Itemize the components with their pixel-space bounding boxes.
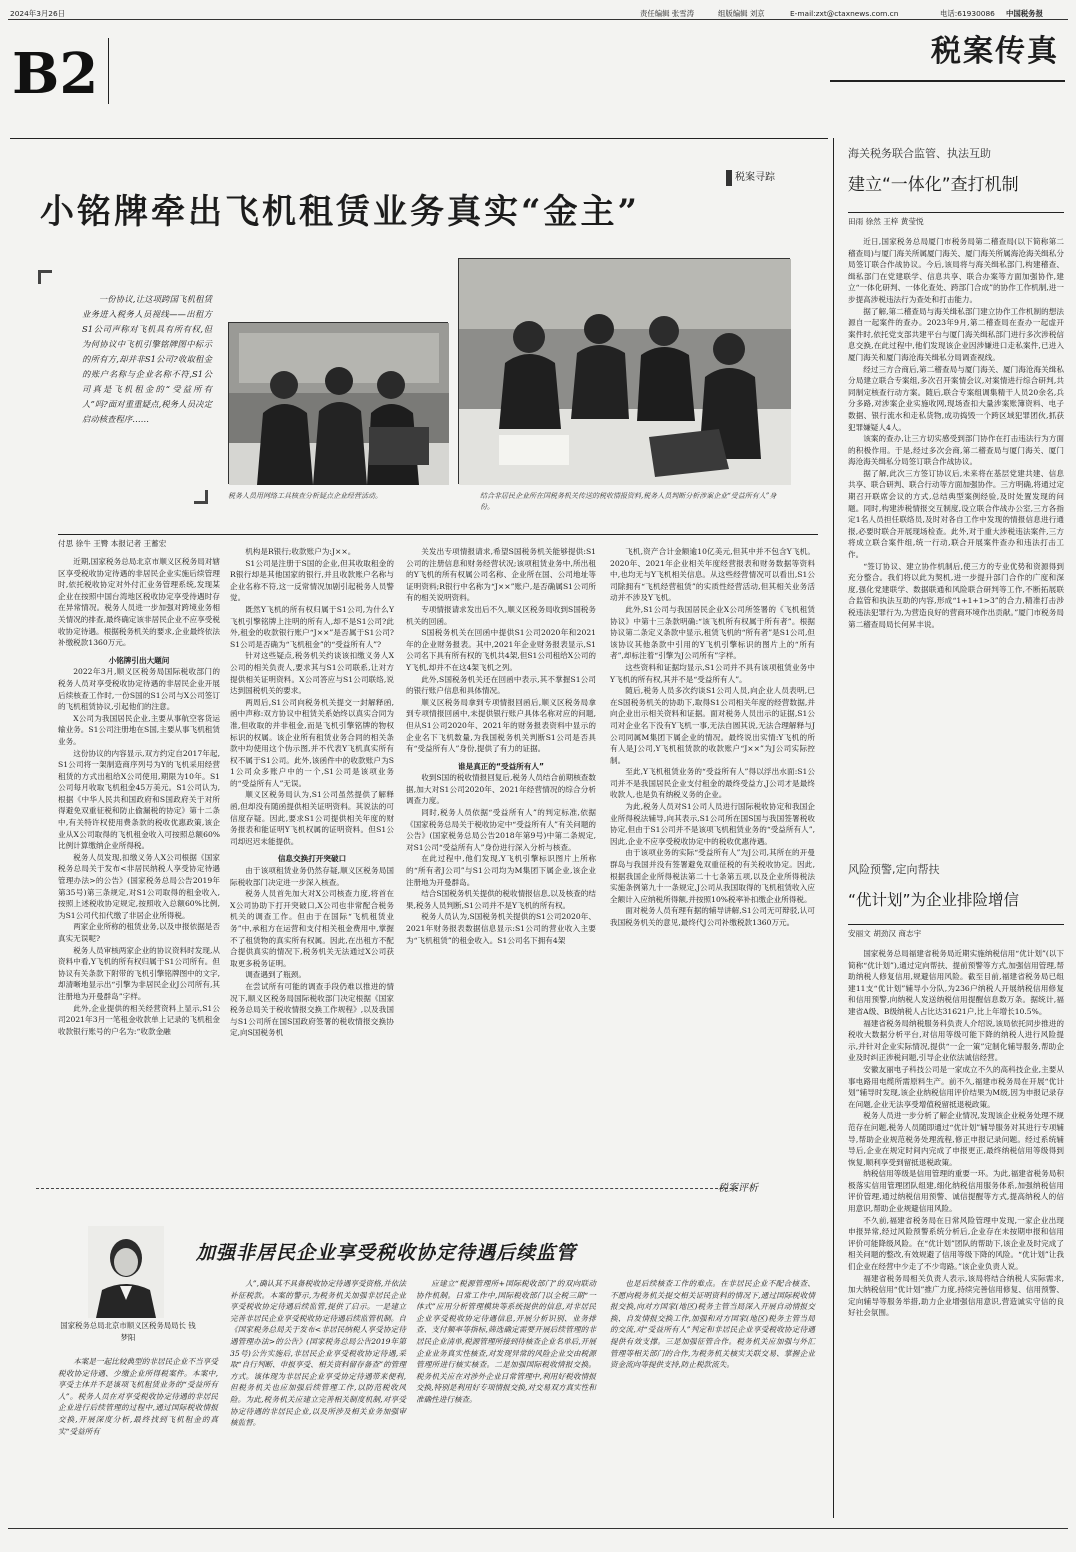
- editorial-author: 国家税务总局北京市顺义区税务局局长 钱梦阳: [60, 1321, 196, 1342]
- paragraph: 税务人员认为,S国税务机关提供的S1公司2020年、2021年财务报表数据信息显示:S1公司的营业收入主要为“飞机租赁”的租金收入。S1公司名下拥有4架: [406, 912, 596, 945]
- paper-name: 中国税务报: [1006, 9, 1043, 18]
- paragraph: 税务人员发现,扣缴义务人X公司根据《国家税务总局关于发布<非居民纳税人享受协定待遇管理办法>的公告》(国家税务总局公告2019年第35号)第三条规定,对S1公司取得的租金收入,按照上述税收协定规定,按照收入总额60%比例,为S1公司代扣代缴了非居企业所得税。: [58, 852, 220, 920]
- paragraph: 顺义区税务局拿到专项情报回函后,顺义区税务局拿到专项情报回函中,未提供银行账户具体名称对应的问题,但从S1公司2020年、2021年的财务报表资料中显示的企业名下飞机数量,为我国税务机关判断S1公司是否具有“受益所有人”身份,提供了有力的证据。: [406, 697, 596, 754]
- paragraph: 这份协议的内容显示,双方约定自2017年起,S1公司将一架制造商序列号为Y的飞机采用经营租赁的方式出租给X公司使用,期限为10年。S1公司每月收取飞机租金45万美元。S1公司认为,根据《中华人民共和国政府和S国政府关于对所得避免双重征税和防止偷漏税的协定》第十二条中,有关特许权使用费条款的税收优惠政策,该企业从X公司取得的飞机租金收入可按照总额60%比例计算缴纳企业所得税。: [58, 748, 220, 851]
- author-portrait: [88, 1226, 164, 1318]
- paragraph: 为此,税务人员对S1公司人员进行国际税收协定和我国企业所得税法辅导,向其表示,S1公司所在国S国与我国签署税收协定,但由于S1公司并不是该项飞机租赁业务的“受益所有人”,因此,企业不应享受税收协定中的税收优惠待遇。: [610, 802, 815, 846]
- paragraph: 两家企业所称的租赁业务,以及申报依据是否真实无误呢?: [58, 922, 220, 943]
- side1-kicker: 海关税务联合监管、执法互助: [848, 147, 991, 160]
- side2-byline: 安丽文 胡劲汉 商志宇: [848, 929, 922, 938]
- paragraph: 面对税务人员有理有据的辅导讲解,S1公司无可辩驳,认可我国税务机关的意见,最终代J公司补缴税款1360万元。: [610, 906, 815, 927]
- b2-divider: [108, 38, 109, 104]
- subheading: 信息交换打开突破口: [277, 854, 347, 864]
- main-tag: 税案寻踪: [726, 170, 796, 186]
- paragraph: 此外,企业提供的相关经营资料上显示,S1公司2021年3月一笔租金收款单上记录的飞机租金收款银行账号的户名为:“收款金融: [58, 1003, 220, 1036]
- paragraph: 也是后续核查工作的难点。在非居民企业不配合核查、不愿向税务机关提交相关证明资料的情况下,通过国际税收情报交换,向对方国家(地区)税务主管当局深入开展自动情报交换、自发情报交换工作,加强和对方国家(地区)税务主管当局的交流,对“受益所有人”判定和非居民企业享受税收协定待遇提供有效支撑。三是加强征管合作。税务机关应加强与外汇管理等相关部门的合作,为税务机关核实关联交易、掌握企业资金流向等提供支持,防止税款流失。: [610, 1279, 815, 1370]
- paragraph: 关发出专项情报请求,希望S国税务机关能够提供:S1公司的注册信息和财务经营状况;该项租赁业务中,所出租的Y飞机的所有权属公司名称、企业所在国、公司地址等证明资料;R银行中名称为“J××”账户,是否确属S1公司所有的相关说明资料。: [406, 547, 596, 603]
- paragraph: X公司为我国居民企业,主要从事航空客货运输业务。S1公司注册地在S国,主要从事飞机租赁业务。: [58, 713, 220, 746]
- paragraph: 国家税务总局福建省税务局近期实施纳税信用“优计划”(以下简称“优计划”),通过定向帮扶、提前预警等方式,加强信用管理,帮助纳税人修复信用,规避信用风险。截至目前,福建省税务局已组建11支“优计划”辅导小分队,为236户纳税人开展纳税信用修复和信用预警,向纳税人发送纳税信用提醒信息数万条。据统计,福建省A级、B级纳税人占比达31621户,比上年增长10.5%。: [848, 949, 1064, 1016]
- paragraph: 收到S国的税收情报回复后,税务人员结合前期核查数据,加大对S1公司2020年、2021年经营情况的综合分析调查力度。: [406, 773, 596, 806]
- paragraph: 2022年3月,顺义区税务局国际税收部门的税务人员对享受税收协定待遇的非居民企业开展后续核查工作时,一份S国的S1公司与X公司签订的飞机租赁协议,引起他们的注意。: [58, 667, 220, 712]
- paragraph: 人”,确认其不具备税收协定待遇享受资格,并依法补征税款。本案的警示,为税务机关加强非居民企业享受税收协定待遇后续监管,提供了启示。一是建立完善非居民企业享受税收协定待遇后续监管机制。自《国家税务总局关于发布<非居民纳税人享受协定待遇管理办法>的公告》(国家税务总局公告2019年第35号)公告实施后,非居民企业享受税收协定待遇,采取“自行判断、申报享受、相关资料留存备查”的管理方式。该体现为非居民企业享受协定待遇带来便利,但税务机关也应加强后续管理工作,以防范税收风险。为此,税务机关应建立完善相关制度机制,对享受协定待遇的非居民企业,以及所涉及相关业务加强审核监督。: [230, 1279, 406, 1428]
- editorial-column-2: [230, 1278, 406, 1506]
- subheading: 谁是真正的“受益所有人”: [458, 761, 544, 771]
- photo-caption-2: 结合非居民企业所在国税务机关传送的税收情报资料,税务人员判断分析涉案企业“受益所有人”身份。: [480, 492, 777, 511]
- paragraph: 此外,S1公司与我国居民企业X公司所签署的《飞机租赁协议》中第十三条款明确:“该飞机所有权属于所有者”。根据协议第二条定义条款中显示,租赁飞机的“所有者”是S1公司,但该协议其他条款中引用的Y飞机引擎标识的图片上的“所有者”,却标注着“引擎为J公司所有”字样。: [610, 604, 815, 661]
- paragraph: 纳税信用等级是信用管理的重要一环。为此,福建省税务局积极落实信用管理团队组建,细化纳税信用服务体系,加强纳税信用评价管理,通过纳税信用预警、诚信提醒等方式,提高纳税人的信用意识,帮助企业规避信用风险。: [848, 1169, 1064, 1214]
- paragraph: 顺义区税务局认为,S1公司虽然提供了解释函,但却没有随函提供相关证明资料。其说法的可信度存疑。因此,要求S1公司提供相关年度的财务报表和能证明Y飞机权属的证明资料。但S1公司却迟迟未能提供。: [230, 790, 394, 846]
- editorial-column-4: [610, 1278, 815, 1506]
- main-column-3: [406, 546, 596, 966]
- paragraph: “签订协议、建立协作机制后,使三方的专业优势和资源得到充分整合。我们将以此为契机,进一步提升部门合作的广度和深度,强化党建联学、数据联通和风险联合研判等工作,不断拓展联合监管和执法互助的内容,形成“1+1+1>3”的合力,精准打击涉税违法犯罪行为,为营造良好的营商环境作出贡献。”厦门市税务局第二稽查局局长何昇丰说。: [848, 561, 1064, 629]
- side1-headline: 建立“一体化”查打机制: [848, 175, 1019, 195]
- paragraph: 机构是R银行;收款账户为:J××。: [245, 547, 356, 556]
- paragraph: 调查遇到了瓶颈。: [245, 970, 306, 980]
- paragraph: 在尝试所有可能的调查手段仍难以推进的情况下,顺义区税务局国际税收部门决定根据《国家税务总局关于税收情报交换工作规程》,以及我国与S1公司所在国S国政府签署的税收情报交换协定,向S国税务机: [230, 981, 394, 1038]
- paragraph: 至此,Y飞机租赁业务的“受益所有人”得以浮出水面:S1公司并不是我国居民企业支付租金的最终受益方,J公司才是最终收款人,也是负有纳税义务的企业。: [610, 767, 815, 800]
- paragraph: 据了解,第二稽查局与海关缉私部门建立协作工作机制的想法源自一起案件的查办。2023年9月,第二稽查局在查办一起虚开案件时,依托党支部共建平台与厦门海关缉私部门进行多次涉税信息交换,在此过程中,他们发现该企业因涉嫌进口走私案件,已进入厦门海关和厦门海沧海关缉私分局调查视线。: [848, 306, 1064, 362]
- section-rule: [830, 80, 1065, 82]
- main-column-4: [610, 546, 815, 966]
- paragraph: 该案的查办,让三方切实感受到部门协作在打击违法行为方面的积极作用。于是,经过多次会商,第二稽查局与厦门海关、厦门海沧海关缉私分局签订联合作战协议。: [848, 434, 1064, 467]
- section-title: 税案传真: [931, 34, 1059, 69]
- byline-rule: [58, 534, 818, 535]
- paragraph: 税务人员审核两家企业的协议资料时发现,从资料中看,Y飞机的所有权归属于S1公司所有。但协议有关条款下附带的飞机引擎铭牌图中的文字,却清晰地显示出“引擎为非居民企业J公司所有,其注册地为开曼群岛”字样。: [58, 945, 220, 1001]
- paragraph: 福建省税务局相关负责人表示,该局将结合纳税人实际需求,加大纳税信用“优计划”推广力度,持续完善信用修复、信用预警、定向辅导等服务举措,助力企业增强信用意识,营造诚实守信的良好社会氛围。: [848, 1273, 1064, 1318]
- side1-byline: 田雨 徐然 王梓 黄莹悦: [848, 217, 924, 226]
- paragraph: 据了解,此次三方签订协议后,未来将在基层党建共建、信息共享、联合研判、联合行动等方面加强协作。三方明确,将通过定期召开联席会议的方式,总结典型案例经验,及时处置发现的问题。同时,构建涉税情报交互制度,设立联合作战办公室,三方各指定1名人员担任联络员,及时对各自工作中发现的情报信息进行通报,必要时联合开展现场检查。此外,对于重大涉税违法案件,三方将成立联合案件组,统一行动,联合开展案件查办和违法打击工作。: [848, 468, 1064, 560]
- paragraph: 经过三方合商后,第二稽查局与厦门海关、厦门海沧海关缉私分局建立联合专案组,多次召开案情会议,对案情进行综合研判,共同制定核查行动方案。随后,联合专案组调集精干人员20余名,兵分多路,对涉案企业实施收网,现场查扣大量涉案账簿资料、电子数据、银行流水和走私货物,成功捣毁一个跨区域犯罪团伙,抓获犯罪嫌疑人4人。: [848, 364, 1064, 432]
- paragraph: 在此过程中,他们发现,Y飞机引擎标识图片上所称的“所有者J公司”与S1公司均为M集团下属企业,该企业注册地为开曼群岛。: [406, 854, 596, 887]
- side2-body: [848, 948, 1064, 1514]
- photo-caption-1: 税务人员用网络工具核查分析疑点企业经营活动。: [228, 492, 382, 500]
- paragraph: 福建省税务局纳税服务科负责人介绍说,该局依托同步推进的税收大数据分析平台,对信用等级可能下降的纳税人进行风险提示,并针对企业实际情况,提供“一企一策”定制化辅导服务,帮助企业及时纠正涉税问题,引导企业依法诚信经营。: [848, 1018, 1064, 1063]
- paragraph: 税务人员首先加大对X公司核查力度,将首在X公司协助下打开突破口,X公司也非常配合税务机关的调查工作。但由于在国际“飞机租赁业务”中,承租方在运营和支付相关租金费用中,掌握不了租赁物的真实所有权属。因此,在出租方不配合提供真实的情况下,税务机关无法通过X公司获取更多税务证明。: [230, 889, 394, 968]
- side1-rule: [848, 212, 1064, 213]
- editorial-column-1: [58, 1356, 218, 1506]
- paragraph: 两周后,S1公司向税务机关提交一封解释函,函中声称:双方协议中租赁关系始终以真实合同为准,但收取的并非租金,而是飞机引擎铭牌的物权标识的权属。该企业所有租赁业务合同的相关条款中均使用这个伪示图,并不代表Y飞机真实所有权不属于S1公司。此外,该函件中的收款账户为S1公司众多账户中的一个,S1公司是该项业务的“受益所有人”无误。: [230, 697, 394, 788]
- designer: 组版编辑 刘京: [718, 9, 765, 18]
- subheading: 小铭牌引出大题问: [108, 655, 170, 665]
- quote-close-mark: [194, 490, 208, 504]
- editorial-column-3: [416, 1278, 596, 1506]
- lead-text: 一份协议,让这项跨国飞机租赁业务进入税务人员视线——出租方S1公司声称对飞机具有所有权,但为何协议中飞机引擎铭牌图中标示的所有方,却并非S1公司?收取租金的账户名称与企业名称不符,S1公司真是飞机租金的“受益所有人”吗?面对重重疑点,税务人员决定启动核查程序……: [82, 294, 212, 424]
- paragraph: 结合S国税务机关提供的税收情报信息,以及核查的结果,税务人员判断,S1公司并不是Y飞机的所有权。: [406, 889, 596, 910]
- paragraph: 针对这些疑点,税务机关约谈该扣缴义务人X公司的相关负责人,要求其与S1公司联系,让对方提供相关证明资料。X公司答应与S1公司联络,说达到国税机关的要求。: [230, 651, 394, 696]
- paragraph: 此外,S国税务机关还在回函中表示,其不掌握S1公司的银行账户信息和具体情况。: [406, 674, 596, 696]
- paragraph: 随后,税务人员多次约谈S1公司人员,向企业人员表明,已在S国税务机关的协助下,取得S1公司相关年度的经营数据,并向企业出示相关资料和证据。面对税务人员出示的证据,S1公司对企业名下没有Y飞机一事,无法自圆其说,无法合理解释与J公司同属M集团下属企业的情况。最终说出实情:Y飞机的所有人是J公司,Y飞机租赁款的收款账户“J××”为J公司实际控制。: [610, 686, 815, 765]
- main-byline: 付思 徐牛 王臀 本报记者 王蓄宏: [58, 539, 167, 548]
- main-column-2: [230, 546, 394, 1038]
- paragraph: S国税务机关在回函中提供S1公司2020年和2021年的企业财务报表。其中,2021年企业财务报表显示,S1公司名下具有所有权的飞机共4架,但S1公司租给X公司的Y飞机,却并不在这4架飞机之列。: [406, 628, 596, 672]
- paragraph: 应建立“税源管理所+国际税收部门”的双向联动协作机制。日常工作中,国际税收部门以全税三期“一体式”应用分析管理模块等系统提供的信息,对非居民企业享受税收协定待遇信息,开展分析识别、业务排查、支付频率等指标,筛选确定需要开展后续管理的非居民企业清单,税源管理所接到待核查企业名单后,开展企业业务真实性核查,对发现异常的风险企业交由税源管理所进行核实核查。二是加强国际税收情报交换。税务机关应在对涉外企业日常管理中,利用好税收情报交换,特别是利用好专项情报交换,对交易双方真实性和准确性进行核查。: [416, 1279, 596, 1404]
- main-column-1: [58, 556, 220, 1036]
- issue-date: 2024年3月26日: [10, 9, 66, 18]
- paragraph: 不久前,福建省税务局在日常风险管理中发现,一家企业出现申报异常,经过风险预警系统分析后,企业存在未按期申报和信用评价可能降级风险。在“优计划”团队的帮助下,该企业及时完成了相关问题的整改,有效规避了信用等级下降的风险。“优计划”让我们企业在经营中少走了不少弯路。”该企业负责人说。: [848, 1215, 1064, 1272]
- side2-headline: “优计划”为企业排险增信: [848, 891, 1020, 909]
- header-rule: [8, 19, 1068, 20]
- paragraph: 近期,国家税务总局北京市顺义区税务局对辖区享受税收协定待遇的非居民企业实施后续管理时,依托税收协定对外付汇业务管理系统,发现某企业在按照中国台湾地区税收协定享受待遇时存在异常情况。税务人员进一步加强对跨境业务相关情况的排查,最终确定该非居民企业不应享受税收协定待遇。根据税务机关的要求,企业最终依法补缴税款1360万元。: [58, 557, 220, 648]
- paragraph: 这些资料和证据均显示,S1公司并不具有该项租赁业务中Y飞机的所有权,其并不是“受益所有人”。: [610, 662, 815, 684]
- paragraph: 安徽友丽电子科技公司是一家成立不久的高科技企业,主要从事电路用电缆所需原料生产。前不久,福建市税务局在开展“优计划”辅导时发现,该企业纳税信用评价结果为M级,因为申报记录存在问题,企业无法享受增值税留抵退税政策。: [848, 1064, 1064, 1109]
- paragraph: 由于该项租赁业务仍然存疑,顺义区税务局国际税收部门决定进一步深入核查。: [230, 866, 394, 887]
- side2-rule: [848, 924, 1064, 925]
- main-top-rule: [10, 138, 828, 139]
- editorial-tag: 税案评析: [718, 1183, 758, 1194]
- main-headline: 小铭牌牵出飞机租赁业务真实“金主”: [40, 192, 641, 232]
- phone: 电话:61930086: [940, 9, 995, 18]
- email: E-mail:zxt@ctaxnews.com.cn: [790, 9, 899, 18]
- side1-body: [848, 236, 1064, 836]
- paragraph: 既然Y飞机的所有权归属于S1公司,为什么Y飞机引擎铭牌上注明的所有人,却不是S1公司?此外,租金的收款银行账户“J××”是否属于S1公司?S1公司是否确为“飞机租金”的“受益所有人”?: [230, 604, 394, 649]
- paragraph: 同时,税务人员依据“受益所有人”的判定标准,依据《国家税务总局关于税收协定中“受益所有人”有关问题的公告》(国家税务总局公告2018年第9号)中第二条规定,对S1公司“受益所有人”身份进行深入分析与核查。: [406, 808, 597, 852]
- quote-open-mark: [38, 270, 52, 284]
- paragraph: 本案是一起比较典型的非居民企业不当享受税收协定待遇、少缴企业所得税案件。本案中,享受主体并不是该项飞机租赁业务的“受益所有人”。税务人员在对享受税收协定待遇的非居民企业进行后续管理的过程中,通过国际税收情报交换,开展深度分析,最终找到飞机租金的真实“受益所有: [58, 1357, 218, 1436]
- paragraph: 专项情报请求发出后不久,顺义区税务局收到S国税务机关的回函。: [406, 604, 596, 626]
- paragraph: 飞机,资产合计金额逾10亿美元,但其中并不包含Y飞机。2020年、2021年企业相关年度经营报表和财务数据等资料中,也均无与Y飞机相关信息。从这些经营情况可以看出,S1公司除拥有“飞机经营租赁”的实质性经营活动,但其相关业务活动并不涉及Y飞机。: [610, 547, 815, 603]
- paragraph: S1公司是注册于S国的企业,但其收取租金的R银行却是其他国家的银行,并且收款账户名称与企业名称不符,这一反常情况加剧引起税务人员警觉。: [230, 558, 394, 603]
- paragraph: 近日,国家税务总局厦门市税务局第二稽查局(以下简称第二稽查局)与厦门海关所属厦门海关、厦门海关所属海沧海关缉私分局签订联合作战协议。今后,该局将与海关缉私部门,构建稽查、缉私部门在党建联学、信息共享、联合办案等方面加强协作,建立“一体化研判、一体化查处、跨部门合成”的协作工作机制,进一步提高涉税违法行为查处和打击能力。: [848, 237, 1064, 304]
- footer-rule: [8, 1528, 1068, 1529]
- photo-officers-computer: [228, 322, 448, 484]
- chief-editor: 责任编辑 张雪涛: [640, 9, 695, 18]
- paragraph: 税务人员进一步分析了解企业情况,发现该企业税务处理不规范存在问题,税务人员随即通过“优计划”辅导服务对其进行专项辅导,帮助企业规范税务处理流程,修正申报记录问题。经过系统辅导后,企业在规定时间内完成了申报更正,最终纳税信用等级得到恢复,顺利享受到留抵退税政策。: [848, 1111, 1064, 1167]
- editorial-top-rule: [36, 1188, 738, 1189]
- editorial-headline: 加强非居民企业享受税收协定待遇后续监管: [196, 1242, 577, 1264]
- side2-kicker: 风险预警,定向帮扶: [848, 863, 940, 876]
- paragraph: 由于该项业务的实际“受益所有人”为J公司,其所在的开曼群岛与我国并没有签署避免双重征税的有关税收协定。因此,根据我国企业所得税法第二十七条第五项,以及企业所得税法实施条例第九十一条规定,J公司从我国取得的飞机租赁收入应全额计入应纳税所得额,并按照10%税率补扣缴企业所得税。: [610, 848, 815, 904]
- side-divider: [833, 138, 834, 1518]
- page-number: B2: [12, 41, 99, 107]
- photo-officers-meeting: [458, 258, 790, 484]
